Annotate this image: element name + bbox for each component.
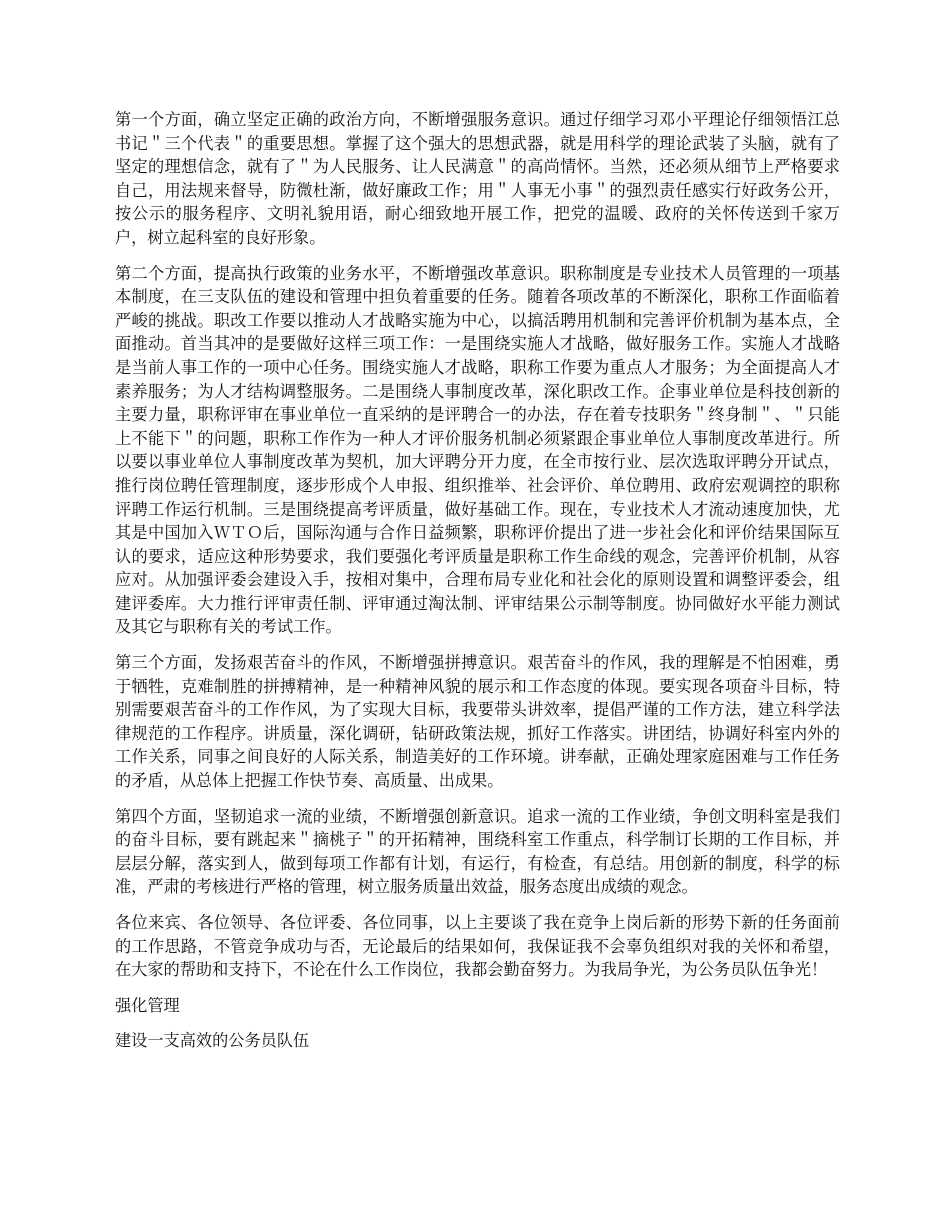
paragraph-3: 第三个方面，发扬艰苦奋斗的作风，不断增强拼搏意识。艰苦奋斗的作风，我的理解是不怕困难，勇于牺牲，克难制胜的拼搏精神，是一种精神风貌的展示和工作态度的体现。要实现各项奋斗目标，特别需要艰苦奋斗的工作作风，为了实现大目标，我要带头讲效率，提倡严谨的工作方法，建立科学法律规范的工作程序。讲质量，深化调研，钻研政策法规，抓好工作落实。讲团结，协调好科室内外的工作关系，同事之间良好的人际关系，制造美好的工作环境。讲奉献，正确处理家庭困难与工作任务的矛盾，从总体上把握工作快节奏、高质量、出成果。 [115, 653, 840, 791]
paragraph-1: 第一个方面，确立坚定正确的政治方向，不断增强服务意识。通过仔细学习邓小平理论仔细领悟江总书记＂三个代表＂的重要思想。掌握了这个强大的思想武器，就是用科学的理论武装了头脑，就有了坚定的理想信念，就有了＂为人民服务、让人民满意＂的高尚情怀。当然，还必须从细节上严格要求自己，用法规来督导，防微杜渐，做好廉政工作；用＂人事无小事＂的强烈责任感实行好政务公开，按公示的服务程序、文明礼貌用语，耐心细致地开展工作，把党的温暖、政府的关怀传送到千家万户，树立起科室的良好形象。 [115, 110, 840, 247]
section-heading-1: 强化管理 [115, 995, 180, 1015]
document-page [115, 108, 840, 1065]
section-heading-2: 建设一支高效的公务员队伍 [115, 1031, 310, 1051]
paragraph-5: 各位来宾、各位领导、各位评委、各位同事，以上主要谈了我在竞争上岗后新的形势下新的任务面前的工作思路，不管竞争成功与否，无论最后的结果如何，我保证我不会辜负组织对我的关怀和希望，在大家的帮助和支持下，不论在什么工作岗位，我都会勤奋努力。为我局争光，为公务员队伍争光！ [115, 913, 840, 980]
paragraph-4: 第四个方面，坚韧追求一流的业绩，不断增强创新意识。追求一流的工作业绩，争创文明科室是我们的奋斗目标，要有跳起来＂摘桃子＂的开拓精神，围绕科室工作重点，科学制订长期的工作目标，并层层分解，落实到人，做到每项工作都有计划，有运行，有检查，有总结。用创新的制度，科学的标准，严肃的考核进行严格的管理，树立服务质量出效益，服务态度出成绩的观念。 [115, 806, 840, 897]
paragraph-2: 第二个方面，提高执行政策的业务水平，不断增强改革意识。职称制度是专业技术人员管理的一项基本制度，在三支队伍的建设和管理中担负着重要的任务。随着各项改革的不断深化，职称工作面临着严峻的挑战。职改工作要以推动人才战略实施为中心，以搞活聘用机制和完善评价机制为基本点，全面推动。首当其冲的是要做好这样三项工作：一是围绕实施人才战略，做好服务工作。实施人才战略是当前人事工作的一项中心任务。围绕实施人才战略，职称工作要为重点人才服务；为全面提高人才素养服务；为人才结构调整服务。二是围绕人事制度改革，深化职改工作。企事业单位是科技创新的主要力量，职称评审在事业单位一直采纳的是评聘合一的办法，存在着专技职务＂终身制＂、＂只能上不能下＂的问题，职称工作作为一种人才评价服务机制必须紧跟企事业单位人事制度改革进行。所以要以事业单位人事制度改革为契机，加大评聘分开力度，在全市按行业、层次选取评聘分开试点，推行岗位聘任管理制度，逐步形成个人申报、组织推举、社会评价、单位聘用、政府宏观调控的职称评聘工作运行机制。三是围绕提高考评质量，做好基础工作。现在，专业技术人才流动速度加快，尤其是中国加入ＷＴＯ后，国际沟通与合作日益频繁，职称评价提出了进一步社会化和评价结果国际互认的要求，适应这种形势要求，我们要强化考评质量是职称工作生命线的观念，完善评价机制，从容应对。从加强评委会建设入手，按相对集中，合理布局专业化和社会化的原则设置和调整评委会，组建评委库。大力推行评审责任制、评审通过淘汰制、评审结果公示制等制度。协同做好水平能力测试及其它与职称有关的考试工作。 [115, 263, 840, 637]
